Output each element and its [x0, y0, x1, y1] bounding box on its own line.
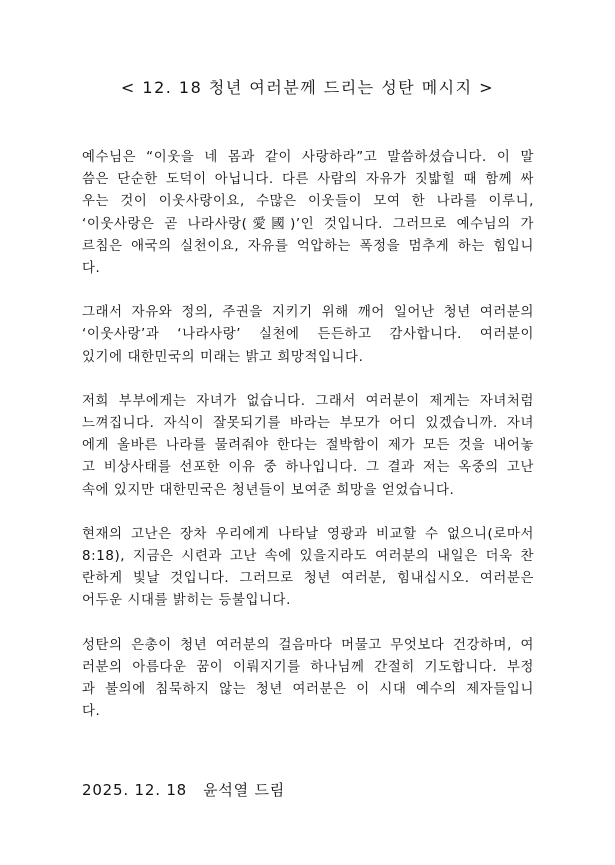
text-line: 과 불의에 침묵하지 않는 청년 여러분은 이 시대 예수의 제자들입니 [82, 682, 534, 698]
text-line: 란하게 빛날 것입니다. 그러므로 청년 여러분, 힘내십시오. 여러분은 [82, 571, 534, 587]
text-line: 성탄의 은총이 청년 여러분의 걸음마다 머물고 무엇보다 건강하며, 여 [82, 637, 534, 653]
text-line: 현재의 고난은 장차 우리에게 나타날 영광과 비교할 수 없으니(로마서 [82, 526, 534, 542]
text-line: 저희 부부에게는 자녀가 없습니다. 그래서 여러분이 제게는 자녀처럼 [82, 393, 534, 409]
paragraph-4 [82, 524, 534, 613]
signature-author: 윤석열 드림 [203, 781, 286, 799]
text-line: 8:18), 지금은 시련과 고난 속에 있을지라도 여러분의 내일은 더욱 찬 [82, 549, 534, 565]
text-line: 씀은 단순한 도덕이 아닙니다. 다른 사람의 자유가 짓밟힐 때 함께 싸 [82, 172, 534, 188]
document-body [82, 147, 534, 745]
text-line: ‘이웃사랑’과 ‘나라사랑’ 실천에 든든하고 감사합니다. 여러분이 [82, 327, 534, 343]
document-title: < 12. 18 청년 여러분께 드리는 성탄 메시지 > [120, 78, 495, 97]
text-line: 속에 있지만 대한민국은 청년들이 보여준 희망을 얻었습니다. [82, 482, 455, 498]
paragraph-5 [82, 635, 534, 724]
signature-date: 2025. 12. 18 [82, 781, 188, 799]
text-line: 느껴집니다. 자식이 잘못되기를 바라는 부모가 어디 있겠습니까. 자녀 [82, 416, 534, 432]
text-line: 그래서 자유와 정의, 주권을 지키기 위해 깨어 일어난 청년 여러분의 [82, 305, 534, 321]
text-line: 다. [82, 704, 101, 720]
paragraph-1 [82, 147, 534, 280]
paragraph-3 [82, 391, 534, 502]
text-line: 어두운 시대를 밝히는 등불입니다. [82, 593, 291, 609]
text-line: 고 비상사태를 선포한 이유 중 하나입니다. 그 결과 저는 옥중의 고난 [82, 460, 534, 476]
text-line: 있기에 대한민국의 미래는 밝고 희망적입니다. [82, 349, 364, 365]
text-line: 에게 올바른 나라를 물려줘야 한다는 절박함이 제가 모든 것을 내어놓 [82, 438, 534, 454]
signature-line [82, 779, 285, 801]
text-line: 르침은 애국의 실천이요, 자유를 억압하는 폭정을 멈추게 하는 힘입니 [82, 238, 534, 254]
text-line: ‘이웃사랑은 곧 나라사랑(愛國)’인 것입니다. 그러므로 예수님의 가 [82, 216, 534, 232]
text-line: 러분의 아름다운 꿈이 이뤄지기를 하나님께 간절히 기도합니다. 부정 [82, 659, 534, 675]
text-line: 다. [82, 261, 101, 277]
paragraph-2 [82, 302, 534, 369]
text-line: 예수님은 “이웃을 네 몸과 같이 사랑하라”고 말씀하셨습니다. 이 말 [82, 150, 534, 165]
text-line: 우는 것이 이웃사랑이요, 수많은 이웃들이 모여 한 나라를 이루니, [82, 194, 534, 210]
